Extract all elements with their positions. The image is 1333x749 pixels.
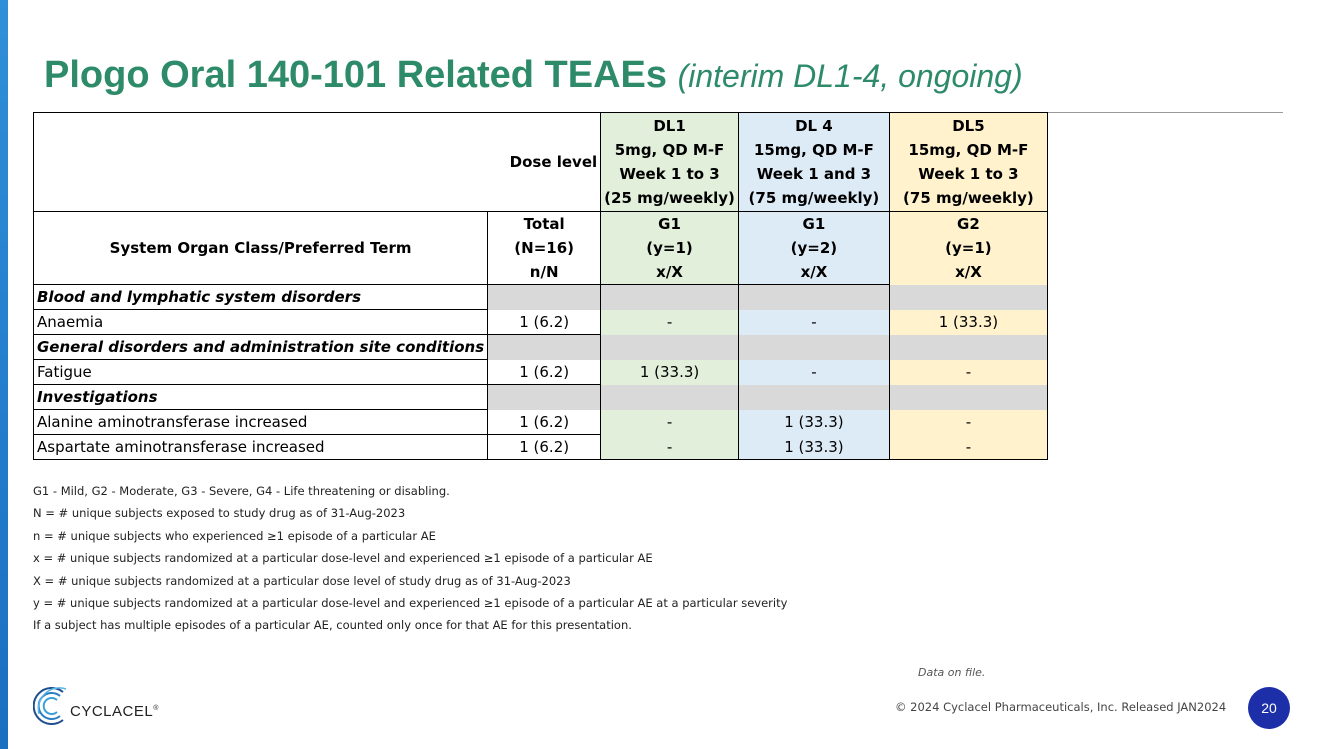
section-fill — [738, 285, 889, 310]
table-row — [34, 360, 1048, 385]
dl4-cell: 1 (33.3) — [738, 435, 889, 460]
total-cell: 1 (6.2) — [488, 310, 601, 335]
section-fill — [488, 285, 601, 310]
soc-row — [34, 385, 1048, 410]
soc-label: Investigations — [34, 385, 488, 410]
footnotes — [33, 480, 787, 637]
title-subtitle: (interim DL1-4, ongoing) — [677, 58, 1023, 94]
section-fill — [889, 335, 1047, 360]
dose-level-label: Dose level — [488, 113, 601, 212]
dl5-header: DL5 15mg, QD M-F Week 1 to 3 (75 mg/weekly) — [889, 113, 1047, 212]
soc-label: General disorders and administration site conditions — [34, 335, 488, 360]
section-fill — [601, 285, 739, 310]
term-cell: Aspartate aminotransferase increased — [34, 435, 488, 460]
table-row — [34, 310, 1048, 335]
logo-text: CYCLACEL® — [70, 703, 159, 720]
section-fill — [601, 385, 739, 410]
dl1-cell: - — [601, 435, 739, 460]
footnote: n = # unique subjects who experienced ≥1 episode of a particular AE — [33, 528, 436, 543]
dl4-cell: 1 (33.3) — [738, 410, 889, 435]
dl5-grade-header: G2 (y=1) x/X — [889, 212, 1047, 285]
term-cell: Alanine aminotransferase increased — [34, 410, 488, 435]
footnote: x = # unique subjects randomized at a particular dose-level and experienced ≥1 episode of a particular AE — [33, 551, 653, 566]
footnote: y = # unique subjects randomized at a particular dose-level and experienced ≥1 episode of a particular AE at a particular severity — [33, 596, 788, 611]
dl4-cell: - — [738, 360, 889, 385]
title-main: Plogo Oral 140-101 Related TEAEs — [44, 54, 668, 96]
table-row — [34, 435, 1048, 460]
page-title — [44, 54, 1023, 97]
dl5-cell: 1 (33.3) — [889, 310, 1047, 335]
section-fill — [488, 335, 601, 360]
section-fill — [601, 335, 739, 360]
footnote: G1 - Mild, G2 - Moderate, G3 - Severe, G4 - Life threatening or disabling. — [33, 484, 450, 498]
dl1-cell: - — [601, 310, 739, 335]
footnote: N = # unique subjects exposed to study drug as of 31-Aug-2023 — [33, 506, 406, 521]
soc-row — [34, 285, 1048, 310]
section-fill — [889, 285, 1047, 310]
footnote: If a subject has multiple episodes of a particular AE, counted only once for that AE for this presentation. — [33, 618, 632, 633]
copyright-text: © 2024 Cyclacel Pharmaceuticals, Inc. Released JAN2024 — [895, 700, 1227, 714]
section-fill — [738, 385, 889, 410]
dl5-cell: - — [889, 360, 1047, 385]
table-row — [34, 410, 1048, 435]
teae-table — [33, 112, 1048, 460]
term-cell: Anaemia — [34, 310, 488, 335]
soc-label: Blood and lymphatic system disorders — [34, 285, 488, 310]
dl1-header: DL1 5mg, QD M-F Week 1 to 3 (25 mg/weekly) — [601, 113, 739, 212]
footnote: X = # unique subjects randomized at a particular dose level of study drug as of 31-Aug-2023 — [33, 573, 571, 588]
column-header-row — [34, 212, 1048, 285]
dl5-cell: - — [889, 435, 1047, 460]
section-fill — [738, 335, 889, 360]
section-fill — [488, 385, 601, 410]
dl1-cell: - — [601, 410, 739, 435]
page-number-badge: 20 — [1248, 687, 1290, 729]
total-header: Total (N=16) n/N — [488, 212, 601, 285]
dl4-header: DL 4 15mg, QD M-F Week 1 and 3 (75 mg/weekly) — [738, 113, 889, 212]
dl4-cell: - — [738, 310, 889, 335]
data-on-file-note: Data on file. — [918, 666, 986, 679]
left-accent-bar — [0, 0, 8, 749]
total-cell: 1 (6.2) — [488, 360, 601, 385]
section-fill — [889, 385, 1047, 410]
header-blank-cell — [34, 113, 488, 212]
term-cell: Fatigue — [34, 360, 488, 385]
soc-row — [34, 335, 1048, 360]
cyclacel-logo-icon — [33, 684, 73, 728]
dl4-grade-header: G1 (y=2) x/X — [738, 212, 889, 285]
total-cell: 1 (6.2) — [488, 410, 601, 435]
dose-level-header-row — [34, 113, 1048, 212]
dl1-cell: 1 (33.3) — [601, 360, 739, 385]
dl5-cell: - — [889, 410, 1047, 435]
soc-header: System Organ Class/Preferred Term — [34, 212, 488, 285]
dl1-grade-header: G1 (y=1) x/X — [601, 212, 739, 285]
total-cell: 1 (6.2) — [488, 435, 601, 460]
